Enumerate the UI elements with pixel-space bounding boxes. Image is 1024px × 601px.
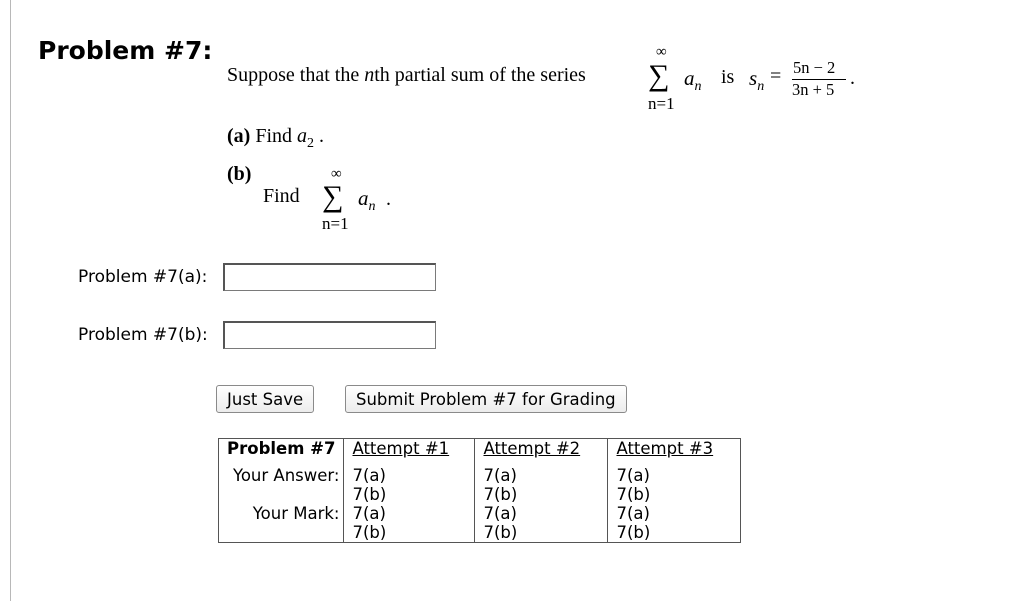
part-a-label: (a)	[227, 125, 251, 147]
attempt-3-answer-a: 7(a)	[616, 466, 650, 485]
your-answer-label: Your Answer:	[232, 466, 340, 485]
series-term	[684, 66, 702, 95]
attempts-table	[218, 438, 741, 543]
attempts-header-row	[219, 439, 741, 467]
fraction-denominator: 3n + 5	[792, 80, 835, 99]
your-answer-row	[219, 466, 741, 504]
part-b-end: .	[386, 188, 391, 210]
attempt-1-mark-a: 7(a)	[352, 504, 386, 523]
series-term-subscript: n	[694, 79, 702, 95]
statement-nth-variable: n	[364, 64, 375, 86]
attempt-3-mark-a: 7(a)	[616, 504, 650, 523]
just-save-button[interactable]: Just Save	[216, 385, 314, 413]
your-mark-label: Your Mark:	[252, 504, 340, 523]
attempt-1-header: Attempt #1	[344, 439, 475, 467]
fraction-numerator: 5n − 2	[793, 58, 836, 77]
table-corner-label: Problem #7	[227, 439, 336, 458]
partial-sum-subscript: n	[757, 79, 765, 95]
part-a-var: a	[297, 125, 308, 147]
attempt-2-mark-a: 7(a)	[483, 504, 517, 523]
partial-sum-symbol	[749, 66, 764, 95]
part-a-end: .	[319, 125, 325, 147]
attempt-3-mark-b: 7(b)	[616, 523, 651, 542]
part-b-text: Find	[263, 185, 300, 207]
answer-b-input[interactable]	[223, 321, 436, 349]
attempt-2-answer-b: 7(b)	[483, 485, 518, 504]
series-lower-limit: n=1	[648, 94, 675, 113]
attempt-1-answer-b: 7(b)	[352, 485, 387, 504]
partial-sum-var: s	[749, 66, 758, 90]
part-a	[227, 125, 324, 152]
part-b-term-var: a	[358, 186, 369, 210]
part-a-subscript: 2	[307, 136, 315, 151]
attempt-1-answer-a: 7(a)	[352, 466, 386, 485]
attempt-3-answers	[608, 466, 741, 504]
part-b-sigma-symbol: ∑	[322, 180, 344, 213]
attempt-3-marks	[608, 504, 741, 543]
attempt-2-mark-b: 7(b)	[483, 523, 518, 542]
attempt-1-answers	[344, 466, 475, 504]
attempt-1-mark-b: 7(b)	[352, 523, 387, 542]
part-b-lower-limit: n=1	[322, 214, 349, 233]
statement-end-period: .	[850, 67, 855, 89]
statement-prefix: Suppose that the	[227, 64, 365, 86]
part-b-term	[358, 186, 376, 215]
part-b-term-subscript: n	[368, 199, 376, 215]
problem-title: Problem #7:	[38, 36, 213, 65]
answer-b-label: Problem #7(b):	[78, 325, 208, 345]
is-word: is	[721, 66, 735, 88]
attempt-2-marks	[475, 504, 608, 543]
answer-a-input[interactable]	[223, 263, 436, 291]
attempt-2-answer-a: 7(a)	[483, 466, 517, 485]
attempt-3-header: Attempt #3	[608, 439, 741, 467]
part-b-label: (b)	[227, 163, 252, 185]
left-border-line	[10, 0, 11, 601]
series-sigma-symbol: ∑	[648, 59, 670, 92]
your-mark-row	[219, 504, 741, 543]
series-upper-limit: ∞	[656, 44, 667, 60]
submit-grading-button[interactable]: Submit Problem #7 for Grading	[345, 385, 627, 413]
attempt-1-marks	[344, 504, 475, 543]
attempt-2-header: Attempt #2	[475, 439, 608, 467]
attempt-2-answers	[475, 466, 608, 504]
attempt-3-answer-b: 7(b)	[616, 485, 651, 504]
answer-a-label: Problem #7(a):	[78, 267, 208, 287]
problem-statement	[227, 64, 586, 87]
equals-sign: =	[770, 65, 782, 87]
part-b-upper-limit: ∞	[331, 166, 342, 182]
series-term-var: a	[684, 66, 695, 90]
statement-mid: th partial sum of the series	[374, 64, 586, 86]
part-a-text: Find	[255, 125, 293, 147]
